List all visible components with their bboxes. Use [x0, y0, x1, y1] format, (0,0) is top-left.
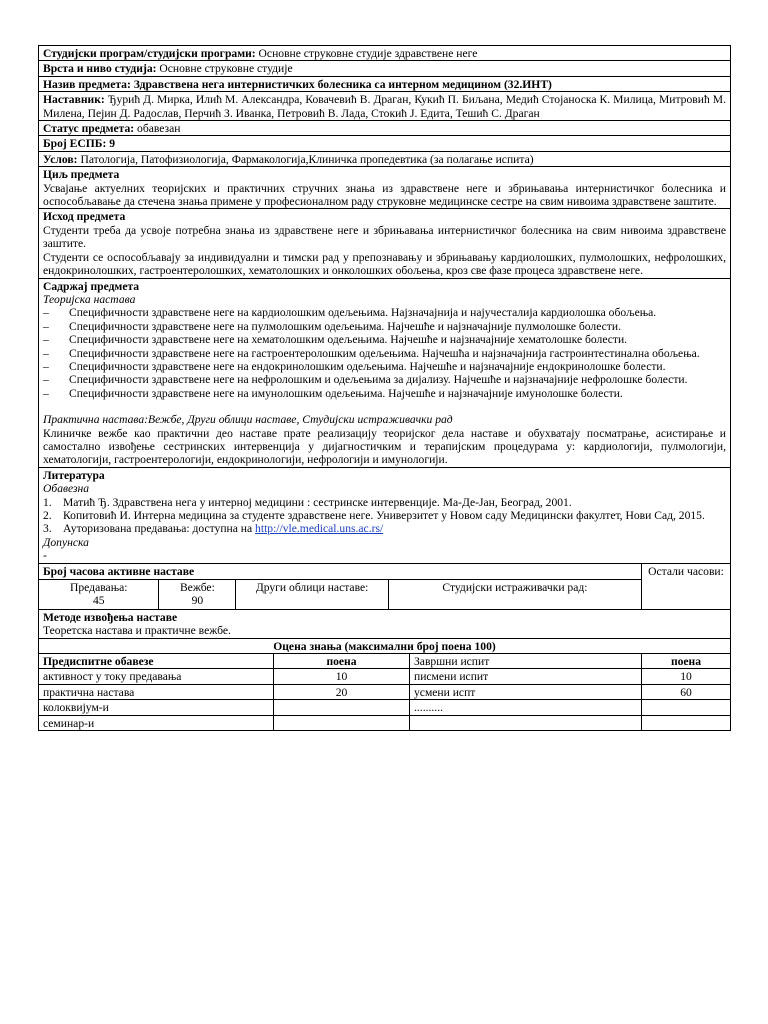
theory-label: Теоријска настава [43, 292, 136, 306]
grading-col-pre: Предиспитне обавезе [43, 655, 154, 669]
grading-cell [642, 700, 731, 715]
list-item-number: 3. [43, 522, 52, 536]
hours-title: Број часова активне наставе [43, 564, 195, 578]
grading-cell [642, 715, 731, 730]
ects-value: Број ЕСПБ: 9 [43, 137, 116, 151]
syllabus-document [38, 45, 730, 731]
practice-label: Практична настава:Вежбе, Други облици наставе, Студијски истраживачки рад [43, 413, 453, 427]
goal-text: Усвајање актуелних теоријских и практичних стручних знања из здравствене неге и збрињавања интернистичког болесника и оспособљавање да стечена знања примене у професионалном раду струковне медицинске сестре на свим нивоима здравствене заштите. [43, 181, 726, 209]
prereq-value: Патологија, Патофизиологија, Фармакологија,Клиничка пропедевтика (за полагање испита) [80, 152, 534, 166]
program-label: Студијски програм/студијски програми: [43, 47, 256, 60]
grading-cell: .......... [410, 700, 642, 715]
outcome-title: Исход предмета [43, 210, 126, 224]
literature-title: Литература [43, 468, 105, 482]
grading-cell: 10 [642, 669, 731, 684]
grading-title: Оцена знања (максимални број поена 100) [273, 639, 496, 653]
prereq-row [39, 151, 731, 166]
supplementary-value: - [43, 549, 47, 563]
grading-header-row [39, 654, 731, 669]
ects-row [39, 136, 731, 151]
type-row [39, 61, 731, 76]
list-item-text: Матић Ђ. Здравствена нега у интерној медицини : сестринске интервенције. Ма-Де-Јан, Београд, 2001. [63, 495, 572, 509]
table-row [39, 669, 731, 684]
list-item: – Специфичности здравствене неге на ендокринолошким одељењима. Најчешће и најзначајније ендокринолошке болести. [43, 360, 726, 373]
grading-col-points-1: поена [326, 655, 357, 669]
status-value: обавезан [137, 122, 181, 136]
grading-title-row [39, 638, 731, 653]
teachers-label: Наставник: [43, 93, 105, 107]
grading-cell: писмени испит [410, 669, 642, 684]
grading-cell: практична настава [39, 684, 274, 699]
mandatory-label: Обавезна [43, 482, 90, 496]
course-value: Здравствена нега интернистичких болесника са интерном медицином (32.ИНТ) [133, 77, 552, 91]
lectures-value: 45 [92, 594, 105, 608]
lectures-label: Предавања: [70, 581, 128, 595]
exercises-label: Вежбе: [179, 581, 215, 595]
literature-row [39, 467, 731, 563]
list-item-text: Копитовић И. Интерна медицина за студенте здравствене неге. Универзитет у Новом саду Медицински факултет, Нови Сад, 2015. [63, 509, 705, 522]
supplementary-label: Допунска [43, 535, 89, 549]
grading-cell: 60 [642, 684, 731, 699]
grading-cell: 10 [274, 669, 410, 684]
content-title: Садржај предмета [43, 279, 140, 293]
course-label: Назив предмета: [43, 77, 131, 91]
status-label: Статус предмета: [43, 122, 135, 136]
table-row [39, 715, 731, 730]
hours-row [39, 563, 731, 609]
goal-title: Циљ предмета [43, 168, 120, 182]
type-value: Основне струковне студије [159, 62, 293, 76]
status-row [39, 121, 731, 136]
list-item: – Специфичности здравствене неге на гастроентеролошким одељењима. Најчешћа и најзначајнија гастроинтестинална обољења. [43, 347, 726, 360]
list-item: – Специфичности здравствене неге на хематолошким одељењима. Најчешће и најзначајније хематолошке болести. [43, 333, 726, 346]
program-value: Основне струковне студије здравствене неге [258, 47, 478, 60]
table-row [39, 700, 731, 715]
grading-col-final: Завршни испит [414, 655, 490, 669]
other-hours-label: Остали часови: [648, 564, 724, 578]
theory-list [43, 306, 726, 400]
hours-table [39, 579, 641, 609]
list-item [43, 509, 726, 522]
research-label: Студијски истраживачки рад: [442, 581, 588, 595]
list-item: – Специфичности здравствене неге на нефролошким и одељењима за дијализу. Најчешће и најзначајније нефролошке болести. [43, 373, 726, 386]
goal-row [39, 167, 731, 209]
grading-cell [274, 700, 410, 715]
outcome-text-2: Студенти се оспособљавају за индивидуални и тимски рад у препознавању и збрињавању кардиолошких, пулмолошких, нефролошких, ендокринолошких, гастроентеролошких, хематолошких и онколошких обољења, кроз све фазе процеса здравствене неге. [43, 250, 726, 278]
methods-row [39, 609, 731, 638]
table-row [39, 684, 731, 699]
prereq-label: Услов: [43, 152, 78, 166]
grading-cell [274, 715, 410, 730]
list-item-number: 2. [43, 509, 52, 522]
grading-cell: усмени испт [410, 684, 642, 699]
list-item: – Специфичности здравствене неге на пулмолошким одељењима. Најчешће и најзначајније пулмолошке болести. [43, 320, 726, 333]
course-row [39, 76, 731, 91]
grading-cell: колоквијум-и [39, 700, 274, 715]
grading-col-points-2: поена [670, 655, 702, 669]
list-item [43, 522, 726, 535]
other-forms-label: Други облици наставе: [255, 581, 369, 595]
teachers-value: Ђурић Д. Мирка, Илић М. Александра, Ковачевић В. Драган, Кукић П. Биљана, Медић Стојаноска К. Милица, Митровић М. Милена, Пејин Д. Радослав, Перчић З. Иванка, Петровић В. Лада, Стокић Ј. Едита, Тешић С. Драган [43, 93, 726, 120]
grading-cell: 20 [274, 684, 410, 699]
literature-list [43, 496, 726, 536]
list-item: – Специфичности здравствене неге на имунолошким одељењима. Најчешће и најзначајније имунолошке болести. [43, 387, 726, 400]
vle-link[interactable]: http://vle.medical.uns.ac.rs/ [255, 522, 384, 536]
list-item-text: Ауторизована предавања: доступна на [63, 522, 253, 536]
syllabus-table [38, 45, 731, 731]
practice-text: Клиничке вежбе као практични део наставе прате реализацију теоријског дела наставе и обухватају посматрање, асистирање и самостално извођење сестринских интервенција у дијагностичким и терапијским процедурама у: кардиологији, пулмологији, хематологији, гастроентерологији, ендокринологији, нефрологији и имунологији. [43, 426, 726, 467]
program-row [39, 46, 731, 61]
grading-cell [410, 715, 642, 730]
grading-cell: активност у току предавања [39, 669, 274, 684]
methods-title: Методе извођења наставе [43, 610, 178, 624]
grading-cell: семинар-и [39, 715, 274, 730]
content-row [39, 278, 731, 467]
outcome-row [39, 209, 731, 278]
list-item-number: 1. [43, 495, 52, 509]
list-item [43, 496, 726, 509]
teachers-row [39, 92, 731, 121]
list-item: – Специфичности здравствене неге на кардиолошким одељењима. Најзначајнија и најучесталија кардиолошка обољења. [43, 306, 726, 319]
outcome-text-1: Студенти треба да усвоје потребна знања из здравствене неге и збрињавања интернистичког болесника на свим нивоима здравствене заштите. [43, 223, 726, 251]
exercises-value: 90 [191, 594, 204, 608]
methods-text: Теоретска настава и практичне вежбе. [43, 624, 231, 638]
type-label: Врста и ниво студија: [43, 62, 157, 76]
